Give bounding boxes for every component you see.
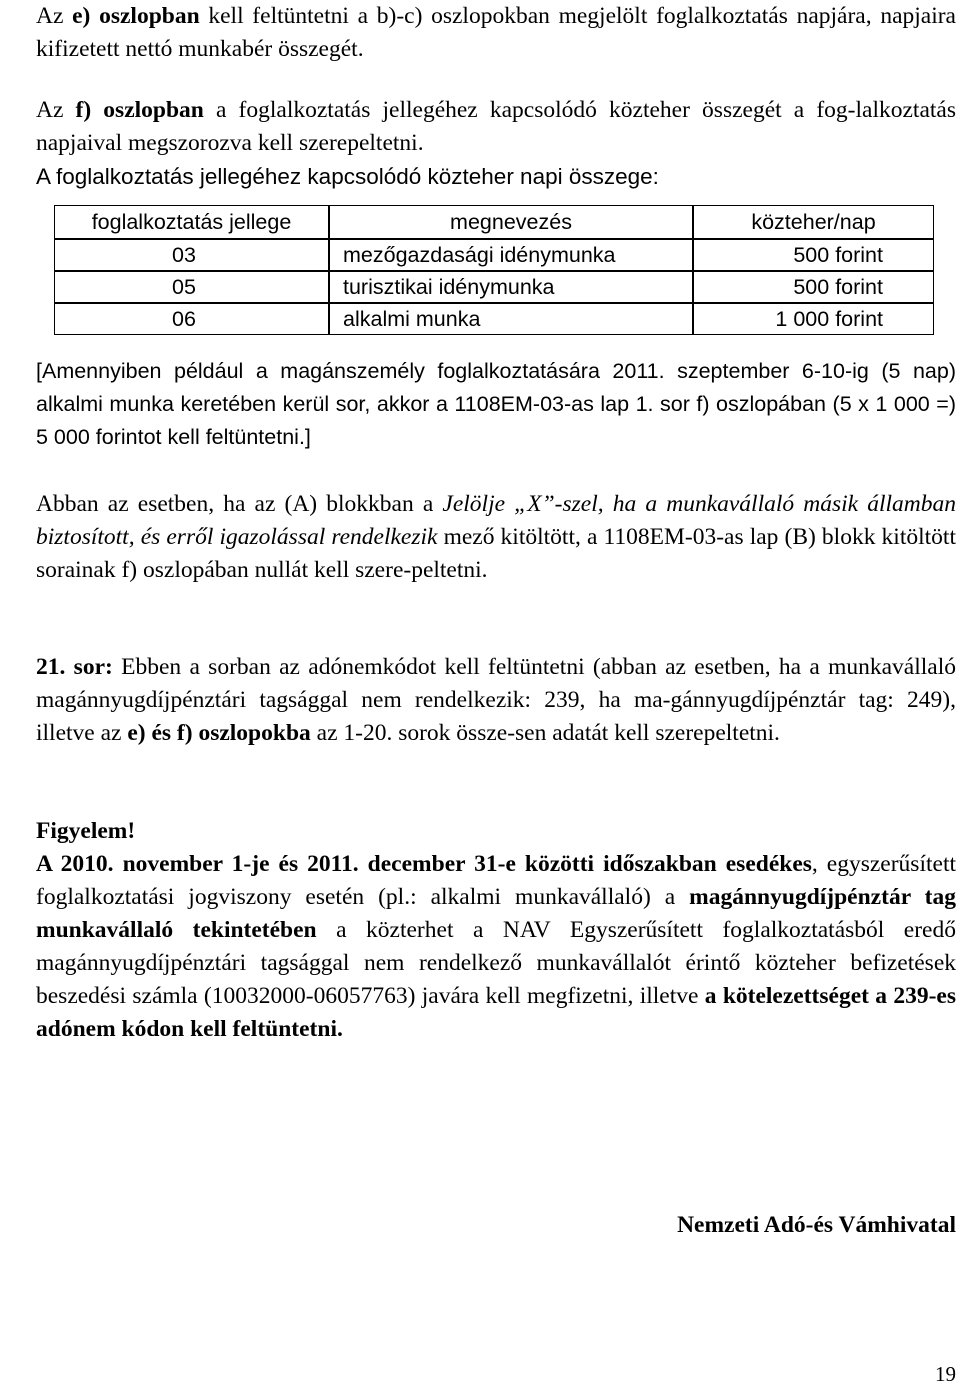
text: Abban az esetben, ha az (A) blokkban a [36,491,443,517]
warning-heading: Figyelem! [36,818,136,844]
table-row [54,271,934,303]
text: , egyszerűsített foglalkoztatási jogviszony esetén (pl.: alkalmi munkavállaló) a [36,851,956,910]
header-cell: megnevezés [329,205,693,239]
table-header-row [54,205,934,239]
text: az 1-20. sorok össze-sen adatát kell szerepeltetni. [310,720,780,746]
bold-text: e) oszlopban [72,3,200,29]
name-cell: alkalmi munka [329,303,693,335]
paragraph-row-21 [36,651,956,750]
name-cell: turisztikai idénymunka [329,271,693,303]
text: Ebben a sorban az adónemkódot kell feltüntetni (abban az esetben, ha a munkavállaló magánnyugdíjpénztári tagsággal nem rendelkezik: 239, ha ma-gánnyugdíjpénztár tag: 249), illetve az [36,654,957,746]
table-intro: A foglalkoztatás jellegéhez kapcsolódó közteher napi összege: [36,164,659,189]
header-cell: közteher/nap [693,205,934,239]
bold-text: f) oszlopban [75,97,204,123]
bold-text: A 2010. november 1-je és 2011. december 31-e közötti időszakban esedékes [36,851,812,877]
paragraph-f-column [36,94,956,160]
paragraph-a-block [36,488,956,587]
amount-cell: 500 forint [693,271,934,303]
amount-cell: 500 forint [693,239,934,271]
table-row [54,239,934,271]
amount-cell: 1 000 forint [693,303,934,335]
kozteher-table [54,205,934,335]
warning-body [36,848,956,1046]
text: a foglalkoztatás jellegéhez kapcsolódó közteher összegét a fog-lalkoztatás napjaival megszorozva kell szerepeltetni. [36,97,956,156]
text: kell feltüntetni a b)-c) oszlopokban megjelölt foglalkoztatás napjára, napjaira kifizetett nettó munkabér összegét. [36,3,956,62]
issuer-signature: Nemzeti Adó-és Vámhivatal [677,1212,956,1238]
table-row [54,303,934,335]
text: Az [36,3,73,29]
page-number: 19 [935,1362,956,1386]
paragraph-e-column [36,0,956,66]
text: a közterhet a NAV Egyszerűsített foglalkoztatásból eredő magánnyugdíjpénztári tagsággal nem rendelkező munkavállalót érintő közteher befizetések beszedési számla (10032000-06057763) javára kell megfizetni, illetve [36,917,956,1009]
warning-section [36,815,956,1046]
bold-text: a kötelezettséget a 239-es adónem kódon kell feltüntetni. [36,983,957,1042]
code-cell: 05 [54,271,329,303]
bold-text: magánnyugdíjpénztár tag munkavállaló tekintetében [36,884,956,943]
code-cell: 03 [54,239,329,271]
name-cell: mezőgazdasági idénymunka [329,239,693,271]
header-cell: foglalkoztatás jellege [54,205,329,239]
italic-text: Jelölje „X”-szel, ha a munkavállaló másik államban biztosított, és erről igazolással rendelkezik [36,491,956,550]
bold-text: e) és f) oszlopokba [127,720,311,746]
text: Az [36,97,76,123]
example-paragraph: [Amennyiben például a magánszemély foglalkoztatására 2011. szeptember 6-10-ig (5 nap) alkalmi munka keretében kerül sor, akkor a 1108EM-03-as lap 1. sor f) oszlopában (5 x 1 000 =) 5 000 forintot kell feltüntetni.] [36,359,956,449]
code-cell: 06 [54,303,329,335]
bold-text: 21. sor: [36,654,113,680]
text: mező kitöltött, a 1108EM-03-as lap (B) blokk kitöltött sorainak f) oszlopában nullát kell szere-peltetni. [36,524,956,583]
